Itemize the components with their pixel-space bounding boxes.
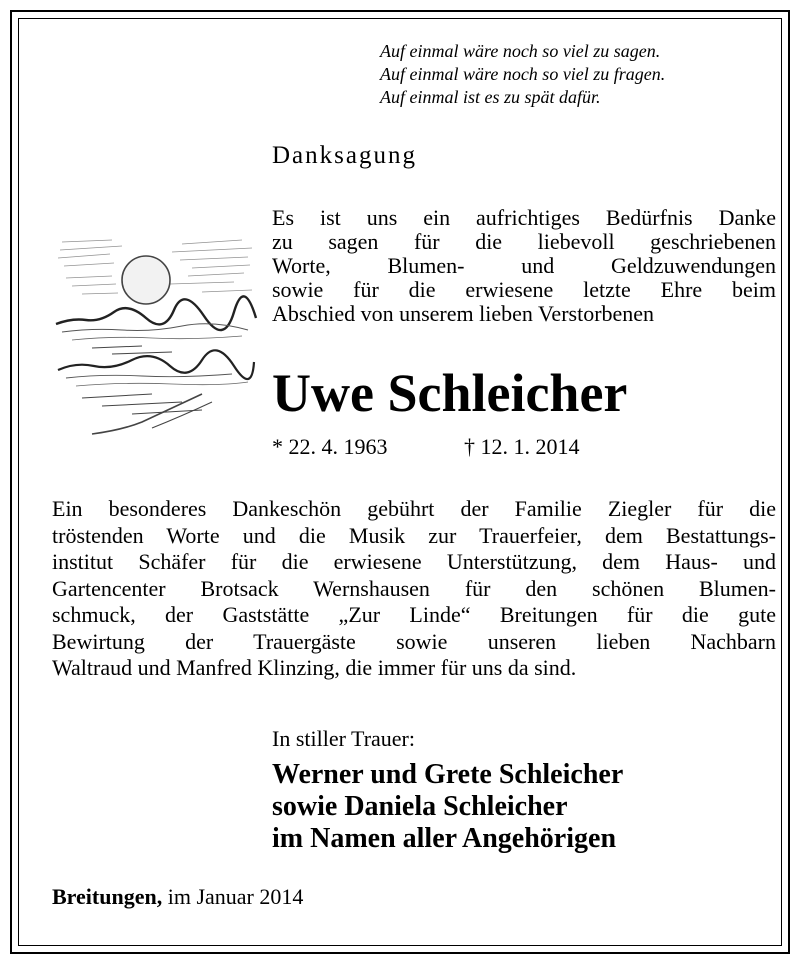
intro-line-3: Worte, Blumen- und Geldzuwendungen xyxy=(272,253,776,278)
thanks-line-2: tröstenden Worte und die Musik zur Trauerfeier, dem Bestattungs- xyxy=(52,522,776,548)
thanks-line-1: Ein besonderes Dankeschön gebührt der Familie Ziegler für die xyxy=(52,496,776,521)
sun-landscape-sketch-image xyxy=(52,232,258,436)
poem-line-1: Auf einmal wäre noch so viel zu sagen. xyxy=(380,41,661,61)
heading-danksagung: Danksagung xyxy=(272,142,417,169)
intro-line-4: sowie für die erwiesene letzte Ehre beim xyxy=(272,277,776,302)
water-reflection xyxy=(82,346,212,434)
mourner-line-3: im Namen aller Angehörigen xyxy=(272,823,617,854)
mourner-line-2: sowie Daniela Schleicher xyxy=(272,791,568,822)
birth-date: * 22. 4. 1963 xyxy=(272,434,388,459)
intro-line-5: Abschied von unserem lieben Verstorbenen xyxy=(272,301,655,326)
thanks-line-7: Waltraud und Manfred Klinzing, die immer für uns da sind. xyxy=(52,655,577,680)
place-and-date xyxy=(52,884,303,910)
mountain-ridges xyxy=(56,296,256,386)
poem-line-3: Auf einmal ist es zu spät dafür. xyxy=(380,87,601,107)
deceased-name: Uwe Schleicher xyxy=(272,363,628,423)
thanks-line-4: Gartencenter Brotsack Wernshausen für den schönen Blumen- xyxy=(52,575,776,601)
mourner-line-1: Werner und Grete Schleicher xyxy=(272,759,624,790)
place-name: Breitungen, xyxy=(52,884,163,909)
thanks-line-3: institut Schäfer für die erwiesene Unterstützung, dem Haus- und xyxy=(52,549,776,574)
poem-verse xyxy=(380,40,665,109)
thanks-paragraph xyxy=(52,496,776,682)
thanks-line-5: schmuck, der Gaststätte „Zur Linde“ Breitungen für die gute xyxy=(52,602,776,627)
intro-line-1: Es ist uns ein aufrichtiges Bedürfnis Danke xyxy=(272,205,776,230)
date-text: im Januar 2014 xyxy=(167,884,304,909)
intro-line-2: zu sagen für die liebevoll geschriebenen xyxy=(272,229,776,254)
mourning-label: In stiller Trauer: xyxy=(272,726,415,751)
sun-shape xyxy=(122,256,170,304)
mourners-names xyxy=(272,759,623,855)
thanks-line-6: Bewirtung der Trauergäste sowie unseren lieben Nachbarn xyxy=(52,628,776,654)
poem-line-2: Auf einmal wäre noch so viel zu fragen. xyxy=(380,64,666,84)
intro-paragraph xyxy=(272,206,776,326)
death-date: † 12. 1. 2014 xyxy=(464,434,580,459)
